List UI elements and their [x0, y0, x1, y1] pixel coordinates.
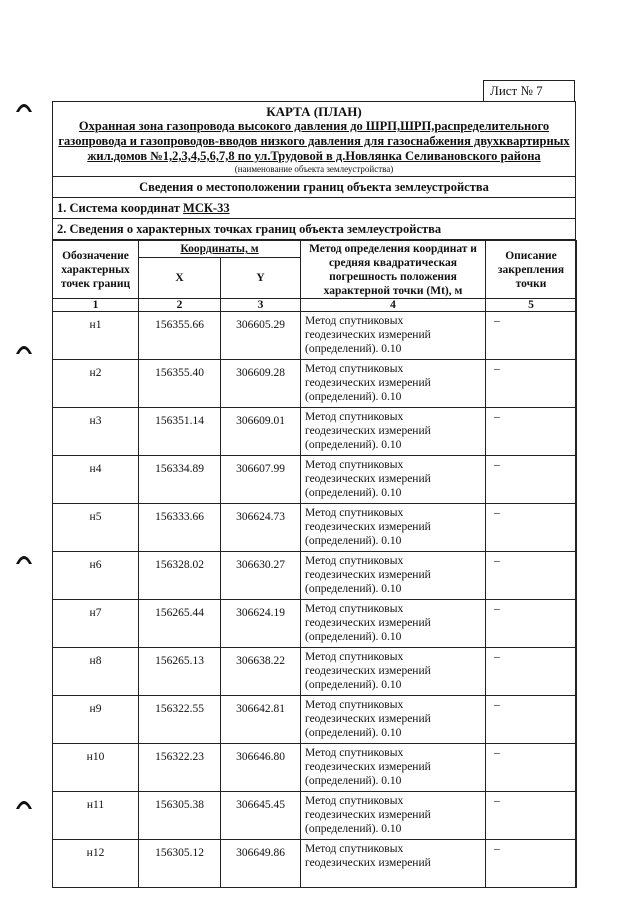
- method-cell: [301, 840, 486, 888]
- method-line: геодезических измерений: [305, 713, 431, 725]
- point-id: н3: [53, 408, 139, 456]
- coord-y: 306607.99: [221, 456, 301, 504]
- point-id: н10: [53, 744, 139, 792]
- points-heading: 2. Сведения о характерных точках границ объекта землеустройства: [53, 219, 575, 240]
- header-method: Метод определения координат и средняя квадратическая погрешность положения характерной точки (Мt), м: [301, 241, 486, 299]
- object-name-caption: (наименование объекта землеустройства): [234, 164, 394, 174]
- column-number: 2: [139, 299, 221, 312]
- table-row: [53, 696, 577, 744]
- coord-x: 156322.55: [139, 696, 221, 744]
- coord-y: 306624.73: [221, 504, 301, 552]
- method-line: Метод спутниковых: [305, 747, 404, 759]
- method-line: (определений). 0.10: [305, 343, 402, 355]
- method-line: (определений). 0.10: [305, 727, 402, 739]
- method-line: (определений). 0.10: [305, 583, 402, 595]
- object-name-line-3: жил.домов №1,2,3,4,5,6,7,8 по ул.Трудовой в д.Новлянка Селивановского района: [87, 149, 541, 163]
- method-cell: [301, 504, 486, 552]
- object-name-line-2: газопровода и газопроводов-вводов низкого давления для газоснабжения двухквартирных: [58, 134, 570, 148]
- point-id: н1: [53, 312, 139, 360]
- coord-y: 306624.19: [221, 600, 301, 648]
- coord-x: 156322.23: [139, 744, 221, 792]
- method-line: геодезических измерений: [305, 857, 431, 869]
- object-name-line-1: Охранная зона газопровода высокого давления до ШРП,ШРП,распределительного: [78, 119, 550, 133]
- coord-y: 306609.28: [221, 360, 301, 408]
- header-coordinates-label: Координаты, м: [180, 243, 259, 255]
- point-description: –: [486, 360, 577, 408]
- header-y: Y: [221, 258, 301, 299]
- coord-y: 306642.81: [221, 696, 301, 744]
- method-line: Метод спутниковых: [305, 459, 404, 471]
- coord-x: 156355.40: [139, 360, 221, 408]
- coord-x: 156265.44: [139, 600, 221, 648]
- point-id: н7: [53, 600, 139, 648]
- point-description: –: [486, 312, 577, 360]
- method-line: Метод спутниковых: [305, 651, 404, 663]
- method-cell: [301, 552, 486, 600]
- point-description: –: [486, 648, 577, 696]
- coord-y: 306645.45: [221, 792, 301, 840]
- table-row: [53, 552, 577, 600]
- document-title: КАРТА (ПЛАН): [266, 104, 362, 119]
- point-description: –: [486, 504, 577, 552]
- coord-x: 156305.12: [139, 840, 221, 888]
- coord-system-row: [53, 198, 575, 219]
- coord-y: 306649.86: [221, 840, 301, 888]
- method-line: (определений). 0.10: [305, 631, 402, 643]
- binder-hole-mark: [14, 793, 34, 813]
- binder-hole-mark: [14, 96, 34, 116]
- method-line: геодезических измерений: [305, 569, 431, 581]
- table-row: [53, 792, 577, 840]
- header-description: Описание закрепления точки: [486, 241, 577, 299]
- method-line: (определений). 0.10: [305, 487, 402, 499]
- method-cell: [301, 360, 486, 408]
- method-cell: [301, 600, 486, 648]
- method-line: геодезических измерений: [305, 617, 431, 629]
- method-cell: [301, 456, 486, 504]
- header-coordinates: [139, 241, 301, 258]
- coord-y: 306609.01: [221, 408, 301, 456]
- point-description: –: [486, 744, 577, 792]
- coord-y: 306646.80: [221, 744, 301, 792]
- point-description: –: [486, 408, 577, 456]
- method-cell: [301, 648, 486, 696]
- table-row: [53, 504, 577, 552]
- point-description: –: [486, 696, 577, 744]
- table-row: [53, 456, 577, 504]
- coord-x: 156334.89: [139, 456, 221, 504]
- section-heading: Сведения о местоположении границ объекта землеустройства: [53, 177, 575, 198]
- method-cell: [301, 696, 486, 744]
- table-body: [53, 312, 577, 888]
- method-line: геодезических измерений: [305, 809, 431, 821]
- point-id: н6: [53, 552, 139, 600]
- method-line: (определений). 0.10: [305, 823, 402, 835]
- method-line: геодезических измерений: [305, 665, 431, 677]
- coord-x: 156328.02: [139, 552, 221, 600]
- point-description: –: [486, 840, 577, 888]
- method-line: Метод спутниковых: [305, 315, 404, 327]
- column-number: 1: [53, 299, 139, 312]
- coord-system-label: 1. Система координат: [57, 201, 180, 215]
- column-number: 3: [221, 299, 301, 312]
- column-number: 4: [301, 299, 486, 312]
- method-line: (определений). 0.10: [305, 535, 402, 547]
- method-cell: [301, 312, 486, 360]
- method-line: геодезических измерений: [305, 377, 431, 389]
- table-row: [53, 312, 577, 360]
- coord-y: 306605.29: [221, 312, 301, 360]
- point-description: –: [486, 456, 577, 504]
- column-number-row: [53, 299, 577, 312]
- method-line: (определений). 0.10: [305, 439, 402, 451]
- method-cell: [301, 408, 486, 456]
- method-line: Метод спутниковых: [305, 843, 404, 855]
- coord-y: 306638.22: [221, 648, 301, 696]
- method-cell: [301, 792, 486, 840]
- coordinates-table: [52, 240, 577, 888]
- method-line: геодезических измерений: [305, 329, 431, 341]
- table-row: [53, 360, 577, 408]
- method-line: Метод спутниковых: [305, 555, 404, 567]
- binder-hole-mark: [14, 548, 34, 568]
- method-line: геодезических измерений: [305, 521, 431, 533]
- sheet-number: Лист № 7: [483, 80, 575, 102]
- method-line: Метод спутниковых: [305, 603, 404, 615]
- coord-x: 156305.38: [139, 792, 221, 840]
- table-row: [53, 744, 577, 792]
- method-line: геодезических измерений: [305, 761, 431, 773]
- point-id: н4: [53, 456, 139, 504]
- header-designation: Обозначение характерных точек границ: [53, 241, 139, 299]
- title-block: [53, 102, 575, 177]
- point-description: –: [486, 792, 577, 840]
- binder-hole-mark: [14, 338, 34, 358]
- point-description: –: [486, 552, 577, 600]
- table-row: [53, 600, 577, 648]
- method-line: геодезических измерений: [305, 473, 431, 485]
- method-line: Метод спутниковых: [305, 699, 404, 711]
- point-id: н2: [53, 360, 139, 408]
- point-id: н8: [53, 648, 139, 696]
- table-row: [53, 408, 577, 456]
- document-frame: [52, 101, 576, 888]
- method-line: геодезических измерений: [305, 425, 431, 437]
- header-x: X: [139, 258, 221, 299]
- method-line: Метод спутниковых: [305, 363, 404, 375]
- coord-x: 156351.14: [139, 408, 221, 456]
- coord-y: 306630.27: [221, 552, 301, 600]
- method-line: Метод спутниковых: [305, 795, 404, 807]
- point-id: н9: [53, 696, 139, 744]
- table-row: [53, 648, 577, 696]
- method-line: Метод спутниковых: [305, 411, 404, 423]
- method-line: (определений). 0.10: [305, 391, 402, 403]
- coord-system-value: МСК-33: [183, 201, 230, 215]
- point-id: н11: [53, 792, 139, 840]
- column-number: 5: [486, 299, 577, 312]
- method-cell: [301, 744, 486, 792]
- coord-x: 156333.66: [139, 504, 221, 552]
- point-id: н12: [53, 840, 139, 888]
- coord-x: 156355.66: [139, 312, 221, 360]
- method-line: (определений). 0.10: [305, 775, 402, 787]
- point-id: н5: [53, 504, 139, 552]
- table-row: [53, 840, 577, 888]
- coord-x: 156265.13: [139, 648, 221, 696]
- method-line: Метод спутниковых: [305, 507, 404, 519]
- point-description: –: [486, 600, 577, 648]
- method-line: (определений). 0.10: [305, 679, 402, 691]
